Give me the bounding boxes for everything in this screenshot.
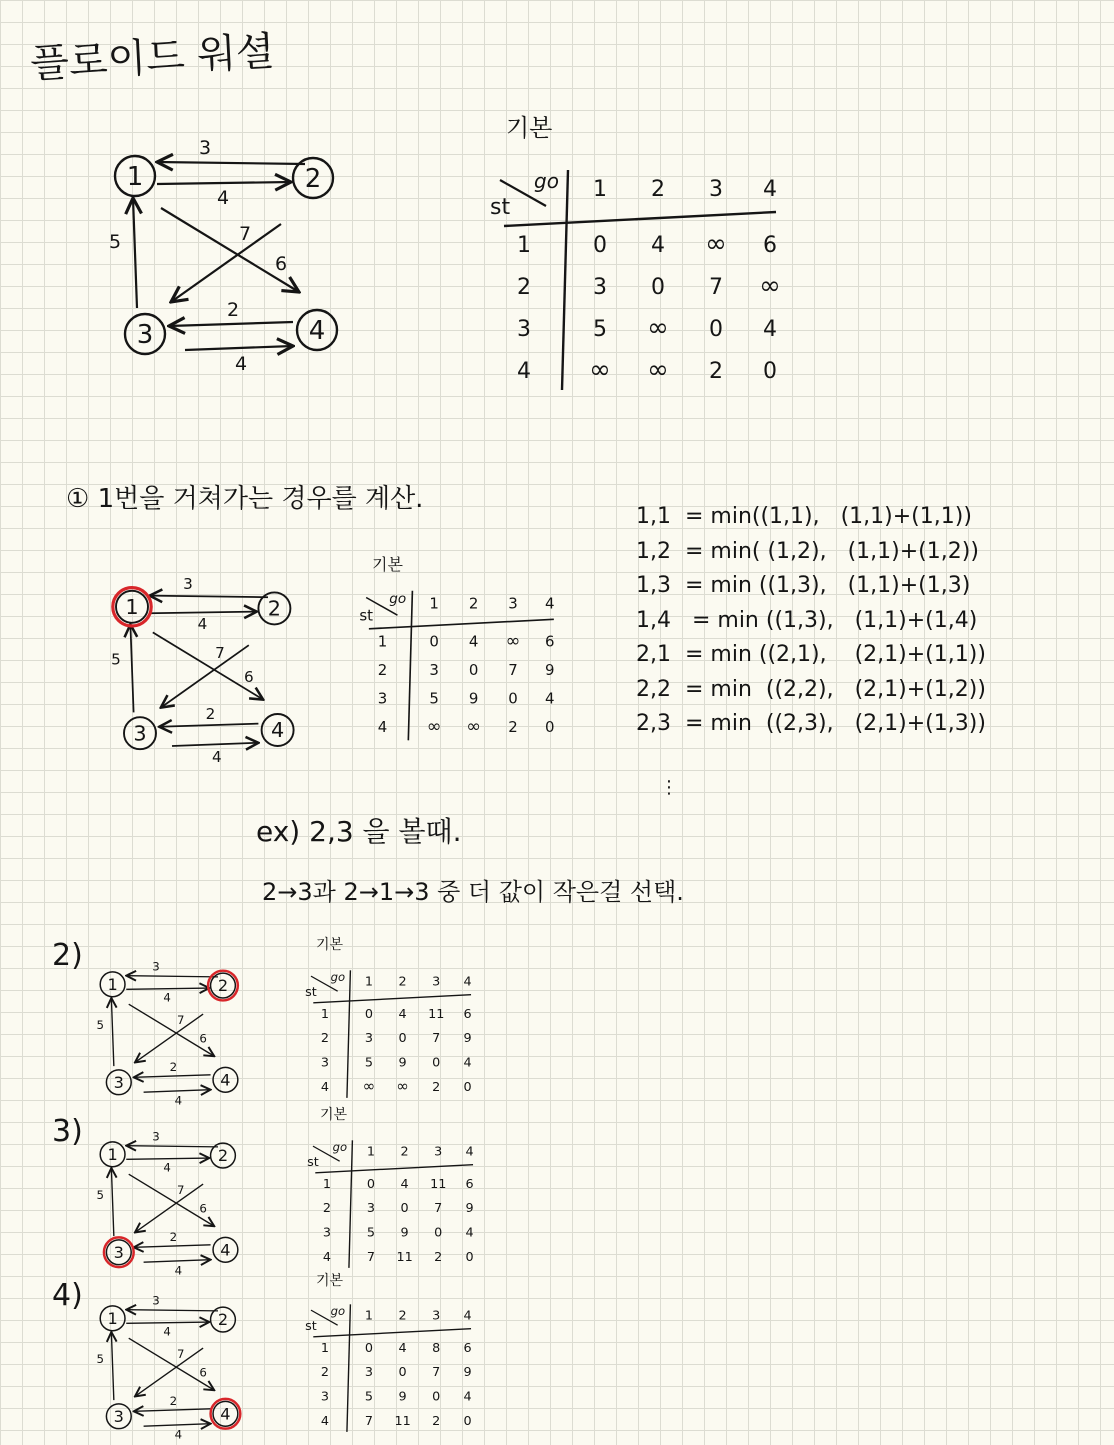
table-cell: 0 xyxy=(709,317,723,342)
table-cell: 6 xyxy=(465,1176,474,1192)
edge-weight-label: 2 xyxy=(226,299,240,321)
table-cell: 4 xyxy=(463,1389,472,1405)
edge-arrow xyxy=(135,1184,203,1232)
edge-weight-label: 2 xyxy=(169,1230,178,1245)
table-col-header: 1 xyxy=(364,1308,374,1324)
edge-weight-label: 3 xyxy=(152,1129,160,1144)
equation-list xyxy=(636,500,986,742)
edge-weight-label: 4 xyxy=(174,1093,183,1108)
edge-weight-label: 7 xyxy=(238,223,252,245)
edge-weight-label: 6 xyxy=(199,1031,207,1046)
table-cell: 0 xyxy=(398,1031,407,1047)
table-vertical-rule xyxy=(347,1304,350,1432)
edge-arrow xyxy=(169,322,293,326)
equation-ellipsis: ⋮ xyxy=(660,777,678,798)
table-vertical-rule xyxy=(349,1140,352,1268)
edge-arrow xyxy=(157,162,305,164)
table-cell: 4 xyxy=(398,1340,407,1356)
edge-arrow xyxy=(129,1004,215,1056)
edge-arrow xyxy=(171,224,281,302)
table-cell: 0 xyxy=(651,275,665,300)
table-cell: 3 xyxy=(364,1365,374,1381)
edge-weight-label: 7 xyxy=(177,1182,185,1197)
table-cell: 9 xyxy=(398,1389,407,1405)
table-col-header: 2 xyxy=(468,594,479,613)
table-cell: 0 xyxy=(429,632,439,651)
edge-weight-label: 6 xyxy=(243,668,254,686)
table-cell: 7 xyxy=(434,1201,443,1217)
table-col-header: 3 xyxy=(434,1144,443,1160)
table-row-header: 3 xyxy=(320,1055,329,1071)
table-cell: 4 xyxy=(400,1176,409,1192)
edge-arrow xyxy=(133,198,137,308)
table-cell: 11 xyxy=(430,1176,447,1192)
table-cell: 3 xyxy=(364,1031,374,1047)
base-table-label: 기본 xyxy=(506,114,553,142)
table-cell: ∞ xyxy=(426,717,442,738)
corner-go-label: go xyxy=(330,969,346,984)
graph-diagram-step2 xyxy=(94,959,249,1111)
table-cell: 2 xyxy=(709,359,723,384)
table-horizontal-rule xyxy=(369,619,554,629)
graph-diagram-step3 xyxy=(94,1129,249,1281)
edge-arrow xyxy=(157,182,291,184)
corner-go-label: go xyxy=(330,1303,346,1318)
table-cell: ∞ xyxy=(759,271,781,301)
table-cell: 0 xyxy=(465,1249,474,1265)
graph-diagram-main xyxy=(105,137,355,380)
table-cell: 9 xyxy=(465,1201,474,1217)
edge-weight-label: 4 xyxy=(174,1263,183,1278)
distance-table-base xyxy=(488,166,798,396)
edge-arrow xyxy=(111,998,113,1066)
table-cell: 0 xyxy=(434,1225,443,1241)
table-cell: 2 xyxy=(508,718,518,737)
table-cell: 6 xyxy=(763,233,777,258)
edge-weight-label: 4 xyxy=(197,615,208,634)
corner-go-label: go xyxy=(389,590,407,607)
table-cell: 7 xyxy=(432,1365,441,1381)
table-cell: 4 xyxy=(468,632,479,651)
table-vertical-rule xyxy=(408,591,412,741)
table-row-header: 1 xyxy=(320,1340,329,1356)
graph-node-label: 2 xyxy=(217,1310,229,1330)
edge-weight-label: 6 xyxy=(199,1201,207,1216)
edge-arrow xyxy=(126,1146,218,1147)
graph-node-label: 4 xyxy=(308,316,326,346)
page-title: 플로이드 워셜 xyxy=(29,28,276,88)
table-cell: 4 xyxy=(398,1006,407,1022)
graph-diagram-step4 xyxy=(94,1293,249,1445)
table-cell: 9 xyxy=(468,689,479,708)
table-row-header: 1 xyxy=(377,632,388,651)
edge-arrow xyxy=(129,1174,215,1226)
table-cell: 0 xyxy=(432,1389,441,1405)
corner-go-label: go xyxy=(332,1139,348,1154)
graph-node-label: 4 xyxy=(220,1404,231,1424)
table-cell: ∞ xyxy=(466,717,481,738)
edge-weight-label: 7 xyxy=(215,644,225,662)
table-col-header: 4 xyxy=(544,594,555,613)
table-cell: 0 xyxy=(400,1201,409,1217)
edge-weight-label: 6 xyxy=(199,1365,207,1380)
edge-weight-label: 4 xyxy=(174,1427,183,1442)
corner-st-label: st xyxy=(305,1318,317,1334)
table-cell: 6 xyxy=(463,1006,472,1022)
step4-table-label: 기본 xyxy=(316,1273,344,1289)
distance-table-step3 xyxy=(306,1138,486,1271)
edge-arrow xyxy=(172,743,258,746)
edge-weight-label: 5 xyxy=(111,650,121,669)
table-cell: 2 xyxy=(432,1413,441,1429)
edge-arrow xyxy=(150,612,257,614)
table-vertical-rule xyxy=(562,170,568,390)
corner-go-label: go xyxy=(534,169,559,193)
edge-weight-label: 3 xyxy=(152,959,160,974)
table-col-header: 4 xyxy=(463,974,472,990)
graph-node-label: 1 xyxy=(107,1144,118,1164)
table-row-header: 2 xyxy=(517,275,531,300)
table-cell: 0 xyxy=(544,718,555,737)
table-cell: ∞ xyxy=(362,1076,376,1095)
step1-heading: ① 1번을 거쳐가는 경우를 계산. xyxy=(66,484,424,514)
table-cell: 2 xyxy=(434,1249,443,1265)
table-col-header: 4 xyxy=(465,1144,474,1160)
table-row-header: 4 xyxy=(377,718,388,737)
table-row-header: 4 xyxy=(322,1249,331,1265)
table-cell: 9 xyxy=(544,661,555,680)
table-cell: ∞ xyxy=(589,355,611,385)
equation-line: 1,1 = min((1,1), (1,1)+(1,1)) xyxy=(636,504,972,529)
table-row-header: 3 xyxy=(377,689,388,708)
table-horizontal-rule xyxy=(313,995,471,1003)
step3-table-label: 기본 xyxy=(320,1107,348,1123)
edge-arrow xyxy=(130,624,133,712)
edge-weight-label: 3 xyxy=(198,137,212,159)
graph-node-label: 4 xyxy=(270,718,285,743)
edge-weight-label: 4 xyxy=(211,748,222,766)
edge-weight-label: 7 xyxy=(177,1012,185,1027)
table-cell: 5 xyxy=(429,689,439,708)
edge-arrow xyxy=(161,645,249,707)
table-cell: 0 xyxy=(508,689,518,708)
edge-weight-label: 5 xyxy=(96,1187,104,1202)
example-line-1: ex) 2,3 을 볼때. xyxy=(256,815,462,848)
edge-weight-label: 6 xyxy=(274,253,288,275)
edge-arrow xyxy=(150,596,268,598)
table-cell: 5 xyxy=(593,317,607,342)
edge-arrow xyxy=(135,1014,203,1062)
table-row-header: 2 xyxy=(377,661,388,680)
table-col-header: 4 xyxy=(763,177,777,202)
equation-line: 1,2 = min( (1,2), (1,1)+(1,2)) xyxy=(636,538,979,564)
table-cell: 3 xyxy=(366,1201,376,1217)
graph-node-label: 3 xyxy=(133,721,147,746)
table-row-header: 4 xyxy=(320,1413,329,1429)
edge-weight-label: 5 xyxy=(108,231,122,253)
table-col-header: 1 xyxy=(429,594,439,613)
graph-node-label: 3 xyxy=(113,1406,124,1426)
table-row-header: 2 xyxy=(322,1201,331,1217)
edge-arrow xyxy=(129,1338,215,1390)
table-cell: 5 xyxy=(364,1389,374,1405)
equation-line: 1,3 = min ((1,3), (1,1)+(1,3) xyxy=(636,573,971,598)
table-cell: ∞ xyxy=(396,1076,409,1095)
table-cell: 0 xyxy=(463,1079,472,1095)
edge-arrow xyxy=(135,1348,203,1396)
table-col-header: 2 xyxy=(398,974,407,990)
table-col-header: 1 xyxy=(593,177,607,202)
table-horizontal-rule xyxy=(504,212,776,226)
example-line-2: 2→3과 2→1→3 중 더 값이 작은걸 선택. xyxy=(262,878,684,906)
distance-table-step4 xyxy=(304,1302,484,1435)
graph-node-label: 3 xyxy=(113,1072,124,1092)
graph-diagram-step1 xyxy=(108,575,308,770)
edge-weight-label: 7 xyxy=(177,1346,185,1361)
table-cell: 0 xyxy=(593,233,607,258)
edge-arrow xyxy=(161,208,299,292)
edge-arrow xyxy=(134,1245,211,1247)
table-cell: ∞ xyxy=(647,355,669,385)
table-cell: 0 xyxy=(468,661,479,680)
edge-weight-label: 4 xyxy=(163,1324,171,1339)
table-cell: ∞ xyxy=(705,229,727,259)
table-cell: 0 xyxy=(364,1340,374,1356)
edge-arrow xyxy=(134,1075,211,1077)
table-row-header: 3 xyxy=(320,1389,329,1405)
table-cell: 0 xyxy=(763,359,777,384)
table-horizontal-rule xyxy=(315,1165,473,1173)
table-cell: 7 xyxy=(709,275,723,300)
corner-st-label: st xyxy=(359,606,374,625)
equation-line: 2,2 = min ((2,2), (2,1)+(1,2)) xyxy=(636,676,986,702)
table-cell: 4 xyxy=(763,317,777,342)
table-cell: 0 xyxy=(463,1413,472,1429)
corner-st-label: st xyxy=(305,984,317,1000)
graph-node-label: 1 xyxy=(107,974,118,994)
equation-line: 2,1 = min ((2,1), (2,1)+(1,1)) xyxy=(636,642,986,667)
table-vertical-rule xyxy=(347,970,350,1098)
edge-arrow xyxy=(159,724,258,727)
table-cell: 5 xyxy=(364,1055,374,1071)
table-col-header: 2 xyxy=(398,1308,407,1324)
edge-arrow xyxy=(126,988,209,989)
edge-weight-label: 3 xyxy=(183,575,193,594)
graph-node-label: 1 xyxy=(107,1308,118,1328)
table-cell: 7 xyxy=(432,1031,441,1047)
step2-label: 2) xyxy=(52,938,83,973)
table-row-header: 1 xyxy=(322,1176,331,1192)
edge-arrow xyxy=(126,976,218,977)
edge-arrow xyxy=(144,1090,211,1092)
corner-st-label: st xyxy=(490,195,511,220)
table-horizontal-rule xyxy=(313,1329,471,1337)
table-cell: 0 xyxy=(398,1365,407,1381)
table-col-header: 3 xyxy=(508,594,518,613)
table-cell: 0 xyxy=(366,1176,376,1192)
table-cell: 4 xyxy=(651,233,665,258)
distance-table-step2 xyxy=(304,968,484,1101)
table-cell: 6 xyxy=(544,632,555,651)
table-cell: 4 xyxy=(465,1225,474,1241)
table-col-header: 4 xyxy=(463,1308,472,1324)
graph-node-label: 2 xyxy=(267,596,282,621)
table-cell: 3 xyxy=(593,275,607,300)
step2-table-label: 기본 xyxy=(316,937,344,953)
step3-label: 3) xyxy=(52,1114,83,1149)
graph-node-label: 2 xyxy=(217,976,229,996)
table-row-header: 3 xyxy=(322,1225,331,1241)
edge-weight-label: 2 xyxy=(169,1060,178,1075)
table-cell: 6 xyxy=(463,1340,472,1356)
table-col-header: 2 xyxy=(400,1144,409,1160)
equation-line: 2,3 = min ((2,3), (2,1)+(1,3)) xyxy=(636,711,986,736)
table-cell: 9 xyxy=(400,1225,409,1241)
step4-label: 4) xyxy=(52,1278,83,1313)
table-cell: 4 xyxy=(463,1055,472,1071)
edge-weight-label: 5 xyxy=(96,1351,104,1366)
table-col-header: 1 xyxy=(364,974,374,990)
table-cell: 0 xyxy=(432,1055,441,1071)
edge-weight-label: 4 xyxy=(163,990,171,1005)
edge-weight-label: 4 xyxy=(234,353,248,375)
table-cell: 8 xyxy=(432,1340,441,1356)
edge-arrow xyxy=(185,346,293,350)
table-cell: 7 xyxy=(508,661,518,680)
table-cell: ∞ xyxy=(647,313,669,343)
edge-weight-label: 5 xyxy=(96,1017,104,1032)
table-col-header: 3 xyxy=(709,177,723,202)
table-row-header: 4 xyxy=(517,359,531,384)
table-col-header: 2 xyxy=(651,177,665,202)
edge-weight-label: 3 xyxy=(152,1293,160,1308)
edge-weight-label: 2 xyxy=(205,704,216,723)
table-cell: 0 xyxy=(364,1006,374,1022)
table-cell: 2 xyxy=(432,1079,441,1095)
edge-arrow xyxy=(144,1424,211,1426)
edge-arrow xyxy=(126,1310,218,1311)
table-cell: ∞ xyxy=(505,631,521,652)
table-col-header: 3 xyxy=(432,974,441,990)
graph-node-label: 2 xyxy=(217,1146,229,1166)
edge-arrow xyxy=(134,1409,211,1411)
edge-weight-label: 4 xyxy=(216,187,230,209)
equation-line: 1,4 = min ((1,3), (1,1)+(1,4) xyxy=(636,607,978,633)
table-row-header: 2 xyxy=(320,1365,329,1381)
edge-arrow xyxy=(153,632,263,699)
table-cell: 11 xyxy=(394,1413,411,1429)
table-cell: 5 xyxy=(366,1225,376,1241)
graph-node-label: 4 xyxy=(220,1240,231,1260)
graph-node-label: 3 xyxy=(113,1242,124,1262)
distance-table-step1 xyxy=(358,588,569,744)
table-cell: 9 xyxy=(398,1055,407,1071)
table-row-header: 1 xyxy=(320,1006,329,1022)
table-row-header: 2 xyxy=(320,1031,329,1047)
edge-arrow xyxy=(126,1158,209,1159)
edge-weight-label: 2 xyxy=(169,1394,178,1409)
table-cell: 3 xyxy=(429,661,439,680)
graph-node-label: 1 xyxy=(125,595,139,619)
table-col-header: 3 xyxy=(432,1308,441,1324)
graph-node-label: 4 xyxy=(220,1070,231,1090)
table-col-header: 1 xyxy=(366,1144,376,1160)
graph-node-label: 3 xyxy=(136,320,154,350)
corner-st-label: st xyxy=(307,1154,319,1170)
edge-arrow xyxy=(111,1332,113,1400)
graph-node-label: 2 xyxy=(304,164,322,194)
table-row-header: 3 xyxy=(517,317,531,342)
table-cell: 4 xyxy=(544,689,555,708)
table-cell: 9 xyxy=(463,1365,472,1381)
edge-weight-label: 4 xyxy=(163,1160,171,1175)
table-row-header: 1 xyxy=(517,233,531,258)
table-row-header: 4 xyxy=(320,1079,329,1095)
graph-node-label: 1 xyxy=(126,162,144,192)
table-cell: 9 xyxy=(463,1031,472,1047)
edge-arrow xyxy=(126,1322,209,1323)
table-cell: 7 xyxy=(366,1249,376,1265)
table-cell: 7 xyxy=(364,1413,374,1429)
step1-table-label: 기본 xyxy=(372,555,403,574)
table-cell: 11 xyxy=(396,1249,413,1265)
edge-arrow xyxy=(144,1260,211,1262)
edge-arrow xyxy=(111,1168,113,1236)
table-cell: 11 xyxy=(428,1006,445,1022)
